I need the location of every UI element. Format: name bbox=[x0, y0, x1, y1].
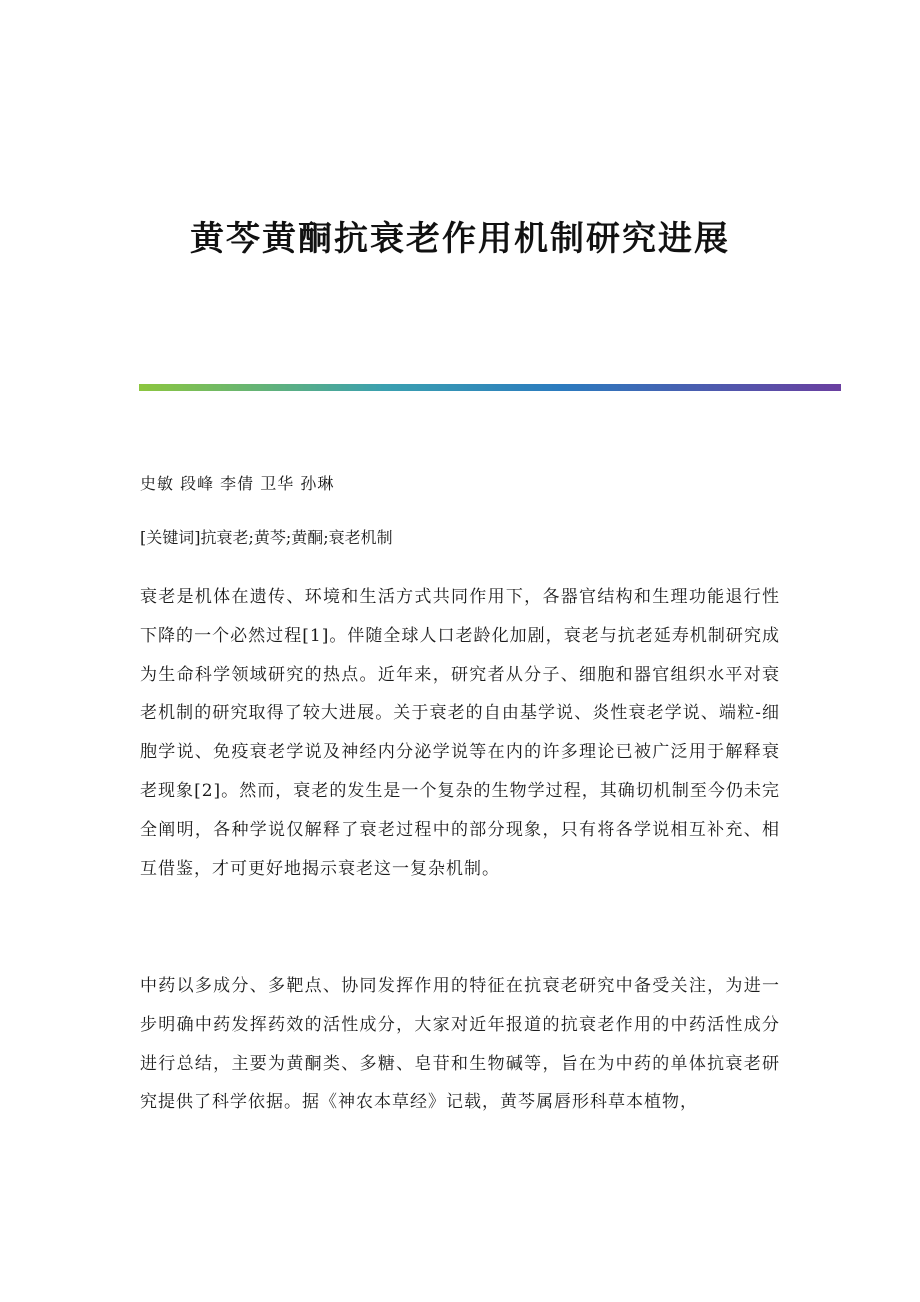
author-list: 史敏 段峰 李倩 卫华 孙琳 bbox=[140, 474, 335, 493]
body-paragraph-2: 中药以多成分、多靶点、协同发挥作用的特征在抗衰老研究中备受关注，为进一步明确中药发挥药效的活性成分，大家对近年报道的抗衰老作用的中药活性成分进行总结，主要为黄酮类、多糖、皂苷和生物碱等，旨在为中药的单体抗衰老研究提供了科学依据。据《神农本草经》记载，黄芩属唇形科草本植物， bbox=[140, 976, 780, 1113]
document-title: 黄芩黄酮抗衰老作用机制研究进展 bbox=[190, 219, 730, 259]
title-divider bbox=[139, 384, 841, 391]
keywords-line: [关键词]抗衰老;黄芩;黄酮;衰老机制 bbox=[140, 528, 393, 547]
body-paragraph-1: 衰老是机体在遗传、环境和生活方式共同作用下，各器官结构和生理功能退行性下降的一个必然过程[1]。伴随全球人口老龄化加剧，衰老与抗老延寿机制研究成为生命科学领域研究的热点。近年来，研究者从分子、细胞和器官组织水平对衰老机制的研究取得了较大进展。关于衰老的自由基学说、炎性衰老学说、端粒-细胞学说、免疫衰老学说及神经内分泌学说等在内的许多理论已被广泛用于解释衰老现象[2]。然而，衰老的发生是一个复杂的生物学过程，其确切机制至今仍未完全阐明，各种学说仅解释了衰老过程中的部分现象，只有将各学说相互补充、相互借鉴，才可更好地揭示衰老这一复杂机制。 bbox=[140, 587, 780, 879]
